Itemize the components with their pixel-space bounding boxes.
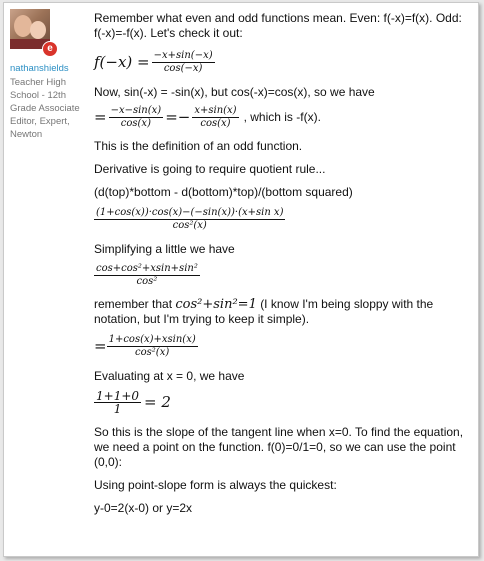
eq4-denominator: cos² (136, 275, 158, 287)
paragraph-derivative: Derivative is going to require quotient rule... (94, 162, 326, 176)
eq2-fraction-a (109, 105, 164, 130)
equation-6 (94, 388, 464, 416)
equation-1 (94, 48, 464, 76)
eq2-tail: , which is -f(x). (243, 109, 321, 124)
post-body (94, 11, 464, 516)
equation-4 (94, 261, 464, 289)
eq1-denominator: cos(−x) (163, 62, 203, 74)
eq4-fraction (94, 263, 200, 288)
eq6-fraction (94, 390, 141, 415)
user-role: Teacher High School - 12th Grade Associate Editor, Expert, Newton (10, 77, 80, 140)
avatar[interactable] (10, 9, 53, 54)
eq1-numerator: −x+sin(−x) (153, 49, 213, 61)
post-card (3, 2, 479, 557)
paragraph-evaluating: Evaluating at x = 0, we have (94, 369, 245, 383)
eq2-equals: = (94, 107, 107, 126)
eq1-fraction (152, 50, 215, 75)
equation-3 (94, 205, 464, 233)
eq4-numerator: cos+cos²+xsin+sin² (96, 262, 198, 274)
avatar-face (14, 15, 32, 37)
paragraph-answer: y-0=2(x-0) or y=2x (94, 501, 193, 515)
paragraph-now: Now, sin(-x) = -sin(x), but cos(-x)=cos(x), so we have (94, 85, 375, 99)
eq3-numerator: (1+cos(x))·cos(x)−(−sin(x))·(x+sin x) (96, 206, 284, 218)
paragraph-quotient-rule: (d(top)*bottom - d(bottom)*top)/(bottom squared) (94, 185, 353, 199)
identity-equation: cos²+sin²=1 (175, 297, 257, 312)
eq2-a-denominator: cos(x) (120, 117, 151, 129)
eq2-equals-minus: =− (165, 107, 191, 126)
equation-2 (94, 103, 464, 131)
eq2-a-numerator: −x−sin(x) (110, 104, 162, 116)
eq1-lhs: f(−x) = (94, 52, 150, 71)
eq5-equals: = (94, 336, 107, 355)
eq3-fraction (94, 207, 285, 232)
author-sidebar (10, 9, 82, 141)
remember-text-a: remember that (94, 297, 173, 311)
paragraph-intro: Remember what even and odd functions mean. Even: f(-x)=f(x). Odd: f(-x)=-f(x). Let's check it out: (94, 11, 462, 40)
paragraph-simplifying: Simplifying a little we have (94, 242, 235, 256)
paragraph-slope: So this is the slope of the tangent line when x=0. To find the equation, we need a point on the function. f(0)=0/1=0, so we can use the point (0,0): (94, 425, 464, 469)
eq6-denominator: 1 (113, 401, 122, 416)
paragraph-odd-definition: This is the definition of an odd function. (94, 139, 303, 153)
equation-5 (94, 332, 464, 360)
eq6-rhs: = 2 (144, 392, 171, 411)
eq2-b-numerator: x+sin(x) (194, 104, 237, 116)
avatar-face-child (30, 21, 46, 39)
paragraph-point-slope: Using point-slope form is always the quickest: (94, 478, 337, 492)
eq6-numerator: 1+1+0 (96, 388, 140, 403)
expert-badge-icon: e (42, 41, 58, 57)
username-link[interactable]: nathanshields (10, 63, 69, 74)
eq5-denominator: cos²(x) (135, 346, 170, 358)
eq2-b-denominator: cos(x) (200, 117, 231, 129)
eq5-fraction (107, 334, 198, 359)
eq2-fraction-b (192, 105, 238, 130)
eq3-denominator: cos²(x) (172, 219, 207, 231)
eq5-numerator: 1+cos(x)+xsin(x) (108, 333, 196, 345)
paragraph-remember (94, 297, 464, 327)
remember-text-b: (I know I'm being sloppy with the notation, but I'm trying to keep it simple). (94, 297, 434, 326)
